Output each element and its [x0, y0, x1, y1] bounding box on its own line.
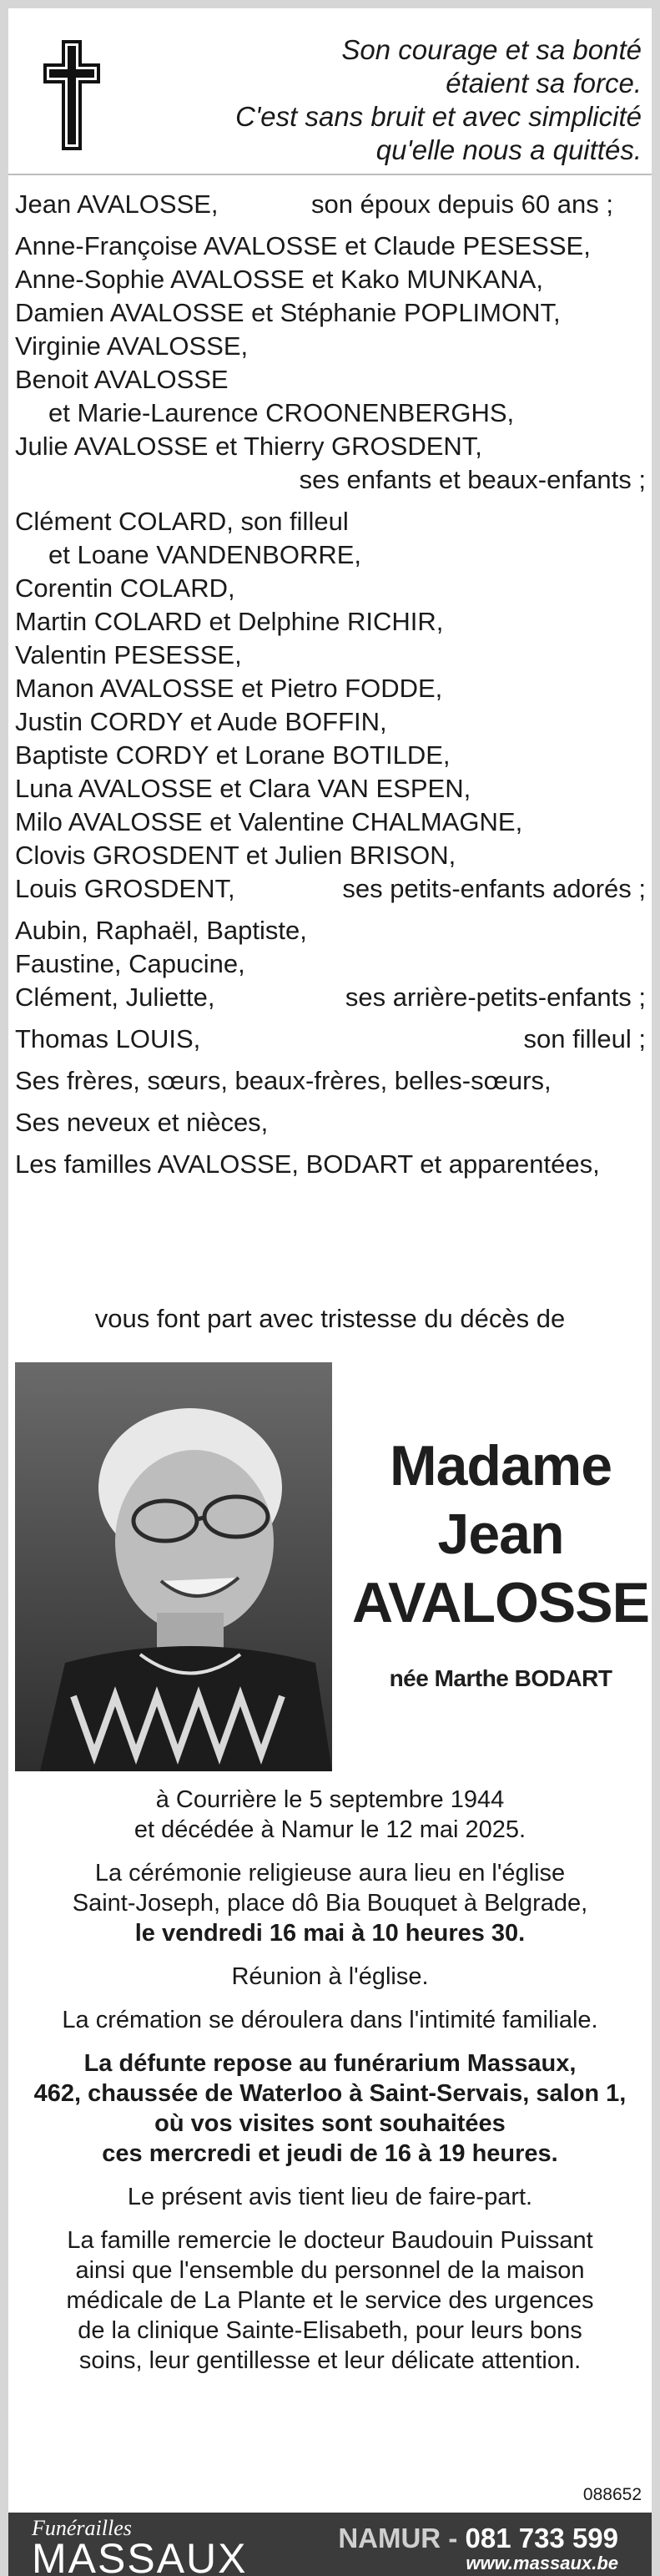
- detail-line: et décédée à Namur le 12 mai 2025.: [134, 1816, 526, 1843]
- grandchild-line: Baptiste CORDY et Lorane BOTILDE,: [15, 740, 451, 770]
- detail-line: où vos visites sont souhaitées: [154, 2110, 506, 2137]
- child-line: Damien AVALOSSE et Stéphanie POPLIMONT,: [15, 298, 561, 327]
- rest-paragraph: [8, 2048, 652, 2169]
- deceased-first-name: Jean: [437, 1503, 564, 1566]
- birth-death-paragraph: [8, 1785, 652, 1845]
- deceased-title: Madame: [389, 1434, 612, 1498]
- reference-number: 088652: [582, 2485, 642, 2504]
- godson-name: Thomas LOUIS,: [15, 1024, 201, 1053]
- children-relation-line: [15, 463, 649, 497]
- frame-left: [0, 0, 8, 2576]
- quote-line: Son courage et sa bonté: [341, 34, 642, 65]
- grandchild-line: Justin CORDY et Aude BOFFIN,: [15, 707, 387, 736]
- footer-city: NAMUR: [338, 2523, 441, 2553]
- epitaph-quote: [208, 33, 642, 167]
- detail-line: ainsi que l'ensemble du personnel de la maison: [75, 2257, 585, 2284]
- footer-band: [8, 2513, 652, 2576]
- footer-tagline: Funérailles: [32, 2516, 132, 2540]
- cross-icon: [43, 40, 100, 150]
- great-grandchildren-relation: ses arrière-petits-enfants ;: [345, 982, 646, 1012]
- godson-relation: son filleul ;: [523, 1024, 646, 1053]
- maiden-name: née Marthe BODART: [389, 1665, 612, 1691]
- great-grandchild-line: Aubin, Raphaël, Baptiste,: [15, 916, 307, 945]
- grandchild-line: Valentin PESESSE,: [15, 640, 242, 669]
- grandchild-line: Manon AVALOSSE et Pietro FODDE,: [15, 674, 443, 703]
- great-grandchild-last: Clément, Juliette,: [15, 982, 215, 1012]
- grandchild-last-line: [15, 872, 649, 906]
- detail-line: La famille remercie le docteur Baudouin Puissant: [67, 2227, 593, 2254]
- relatives-line: Les familles AVALOSSE, BODART et apparentées,: [15, 1149, 600, 1179]
- detail-line: 462, chaussée de Waterloo à Saint-Servais, salon 1,: [33, 2080, 627, 2107]
- grandchild-line: Martin COLARD et Delphine RICHIR,: [15, 607, 444, 636]
- family-list: [15, 188, 649, 1181]
- great-grandchild-line: Faustine, Capucine,: [15, 949, 245, 978]
- footer-phone[interactable]: 081 733 599: [465, 2523, 618, 2553]
- spouse-name: Jean AVALOSSE,: [15, 189, 219, 219]
- ceremony-time: le vendredi 16 mai à 10 heures 30.: [134, 1920, 526, 1947]
- footer-website-link[interactable]: www.massaux.be: [466, 2553, 618, 2573]
- detail-line: La cérémonie religieuse aura lieu en l'église: [94, 1860, 566, 1887]
- detail-line: ces mercredi et jeudi de 16 à 19 heures.: [102, 2140, 558, 2167]
- detail-line: Saint-Joseph, place dô Bia Bouquet à Belgrade,: [72, 1890, 588, 1917]
- notice-line: Le présent avis tient lieu de faire-part.: [127, 2184, 533, 2210]
- footer-separator: -: [441, 2523, 466, 2553]
- great-grandchild-last-line: [15, 981, 649, 1014]
- grandchild-line: Corentin COLARD,: [15, 573, 235, 603]
- grandchild-line: Clément COLARD, son filleul: [15, 507, 349, 536]
- detail-line: La défunte repose au funérarium Massaux,: [83, 2050, 577, 2077]
- children-relation: ses enfants et beaux-enfants ;: [299, 465, 646, 494]
- child-line: Anne-Sophie AVALOSSE et Kako MUNKANA,: [15, 265, 543, 294]
- cremation-line: La crémation se déroulera dans l'intimité familiale.: [62, 2007, 598, 2033]
- quote-line: qu'elle nous a quittés.: [375, 134, 642, 165]
- quote-line: C'est sans bruit et avec simplicité: [235, 101, 642, 132]
- child-line: Virginie AVALOSSE,: [15, 331, 249, 361]
- divider: [8, 174, 652, 175]
- detail-line: à Courrière le 5 septembre 1944: [155, 1786, 505, 1813]
- grandchild-line: Luna AVALOSSE et Clara VAN ESPEN,: [15, 774, 471, 803]
- footer-contact: [338, 2523, 618, 2554]
- relatives-line: Ses neveux et nièces,: [15, 1108, 269, 1137]
- quote-line: étaient sa force.: [446, 68, 642, 98]
- spouse-relation: son époux depuis 60 ans ;: [311, 189, 613, 219]
- detail-line: médicale de La Plante et le service des urgences: [66, 2287, 594, 2314]
- detail-line: soins, leur gentillesse et leur délicate attention.: [78, 2347, 582, 2374]
- spouse-line: [15, 188, 649, 221]
- grandchildren-relation: ses petits-enfants adorés ;: [342, 874, 646, 903]
- deceased-name-block: [350, 1432, 651, 1692]
- funeral-details: [8, 1785, 652, 2389]
- frame-top: [0, 0, 660, 8]
- thanks-paragraph: [8, 2225, 652, 2376]
- child-line: et Marie-Laurence CROONENBERGHS,: [48, 398, 515, 427]
- grandchild-last: Louis GROSDENT,: [15, 874, 235, 903]
- godson-line: [15, 1023, 649, 1056]
- child-line: Benoit AVALOSSE: [15, 365, 229, 394]
- frame-right: [652, 0, 660, 2576]
- footer-brand-logo: MASSAUX: [32, 2535, 248, 2576]
- portrait-photo: [15, 1362, 332, 1771]
- meeting-line: Réunion à l'église.: [231, 1963, 429, 1990]
- child-line: Anne-Françoise AVALOSSE et Claude PESESSE,: [15, 231, 591, 260]
- deceased-last-name: AVALOSSE: [352, 1571, 649, 1634]
- child-line: Julie AVALOSSE et Thierry GROSDENT,: [15, 432, 482, 461]
- grandchild-line: et Loane VANDENBORRE,: [48, 540, 362, 569]
- relatives-line: Ses frères, sœurs, beaux-frères, belles-sœurs,: [15, 1066, 552, 1095]
- ceremony-paragraph: [8, 1858, 652, 1948]
- grandchild-line: Clovis GROSDENT et Julien BRISON,: [15, 841, 456, 870]
- announcement-line: vous font part avec tristesse du décès de: [94, 1304, 566, 1333]
- detail-line: de la clinique Sainte-Elisabeth, pour leurs bons: [78, 2317, 582, 2344]
- grandchild-line: Milo AVALOSSE et Valentine CHALMAGNE,: [15, 807, 523, 836]
